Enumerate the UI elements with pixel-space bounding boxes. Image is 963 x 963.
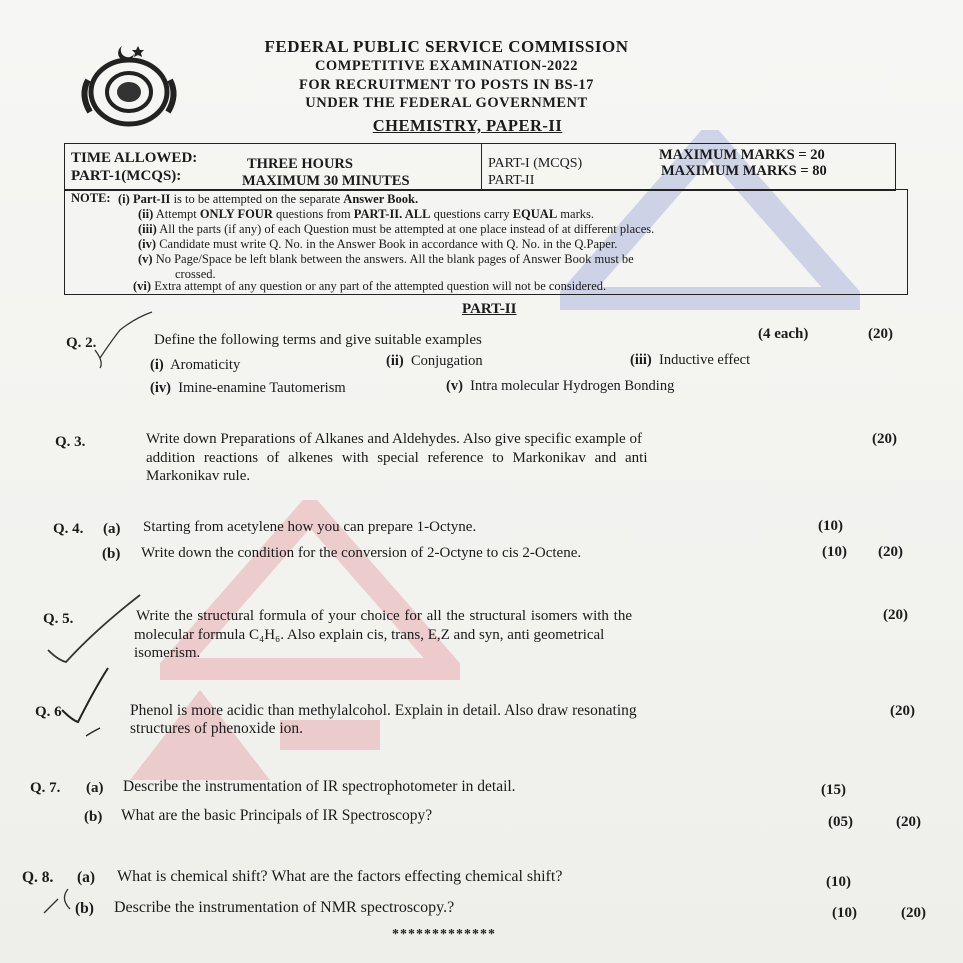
note-label: NOTE: [71,191,111,205]
question-text: Describe the instrumentation of IR spectrophotometer in detail. [123,778,516,795]
part-ii-heading: PART-II [462,301,517,317]
part-label: (a) [103,521,121,537]
question-text: Write down the condition for the conversion of 2-Octyne to cis 2-Octene. [141,545,582,561]
note-item: crossed. [175,267,216,281]
note-item: (i) Part-II is to be attempted on the separate Answer Book. [118,192,419,206]
question-text: structures of phenoxide ion. [130,720,304,737]
question-text: What is chemical shift? What are the factors effecting chemical shift? [117,868,563,885]
max-marks-part1: MAXIMUM MARKS = 20 [659,147,825,163]
part-label: (b) [102,546,121,562]
part-marks: (10) [818,518,843,534]
sub-term: (i) Aromaticity [150,357,241,373]
question-text: Write down Preparations of Alkanes and Aldehydes. Also give specific example of [146,431,642,447]
question-marks: (20) [901,905,926,921]
note-item: (ii) Attempt ONLY FOUR questions from PART-II. ALL questions carry EQUAL marks. [138,207,594,221]
question-text: Markonikav rule. [146,468,251,484]
government-line: UNDER THE FEDERAL GOVERNMENT [305,95,588,111]
end-of-paper-mark: ************* [392,927,496,942]
question-number: Q. 5. [43,611,74,627]
question-marks: (20) [890,703,915,719]
handwritten-tick-icon [40,885,80,925]
question-text: What are the basic Principals of IR Spectroscopy? [121,807,433,824]
handwritten-tick-icon [58,660,128,740]
question-marks: (20) [878,544,903,560]
question-text: Define the following terms and give suitable examples [154,332,482,348]
box-divider [481,144,482,190]
question-marks: (20) [872,431,897,447]
question-number: Q. 6 [35,704,62,720]
part-label: (b) [84,809,103,825]
time-allowed-value: THREE HOURS [247,156,353,172]
question-text: isomerism. [134,645,201,661]
question-text: Starting from acetylene how you can prepare 1-Octyne. [143,519,477,535]
max-marks-part2: MAXIMUM MARKS = 80 [661,163,827,179]
marks-each: (4 each) [758,326,809,342]
recruitment-line: FOR RECRUITMENT TO POSTS IN BS-17 [299,77,594,93]
part-marks: (10) [822,544,847,560]
exam-title: COMPETITIVE EXAMINATION-2022 [314,58,579,74]
question-number: Q. 4. [53,521,84,537]
handwritten-tick-icon [40,590,150,670]
question-text: molecular formula C₄H₆. Also explain cis, trans, E,Z and syn, anti geometrical [134,627,605,643]
note-item: (iii) All the parts (if any) of each Question must be attempted at one place instead of at different places. [138,222,655,236]
part-marks: (10) [826,874,851,890]
question-text: Describe the instrumentation of NMR spectroscopy.? [114,899,455,916]
part1-label: PART-1(MCQS): [71,168,182,184]
question-marks: (20) [868,326,893,342]
question-number: Q. 2. [66,335,97,351]
question-marks: (20) [883,607,908,623]
part-label: (a) [77,869,96,886]
handwritten-tick-icon [90,310,170,370]
question-number: Q. 8. [22,869,54,886]
sub-term: (iv) Imine-enamine Tautomerism [150,380,346,396]
sub-term: (iii) Inductive effect [630,352,751,368]
sub-term: (v) Intra molecular Hydrogen Bonding [446,378,675,394]
part1-mcqs-label: PART-I (MCQS) [488,156,583,171]
question-marks: (20) [896,814,921,830]
part-label: (a) [86,780,104,796]
paper-title: CHEMISTRY, PAPER-II [372,116,563,135]
question-number: Q. 3. [55,434,86,450]
note-item: (v) No Page/Space be left blank between the answers. All the blank pages of Answer Book must be [138,252,634,266]
question-number: Q. 7. [30,780,61,796]
part-marks: (05) [828,814,853,830]
time-allowed-label: TIME ALLOWED: [71,150,198,166]
commission-title: FEDERAL PUBLIC SERVICE COMMISSION [264,37,629,56]
part-label: (b) [75,900,94,917]
note-item: (iv) Candidate must write Q. No. in the Answer Book in accordance with Q. No. in the Q.Paper. [138,237,618,251]
part-marks: (15) [821,782,846,798]
part1-time-value: MAXIMUM 30 MINUTES [242,173,410,189]
question-text: Phenol is more acidic than methylalcohol. Explain in detail. Also draw resonating [130,702,637,719]
part2-label: PART-II [488,173,535,188]
sub-term: (ii) Conjugation [386,353,483,369]
question-text: Write the structural formula of your choice for all the structural isomers with the [136,608,632,624]
part-marks: (10) [832,905,857,921]
note-item: (vi) Extra attempt of any question or any part of the attempted question will not be considered. [133,279,607,293]
question-text: addition reactions of alkenes with special reference to Markonikav and anti [146,450,648,466]
